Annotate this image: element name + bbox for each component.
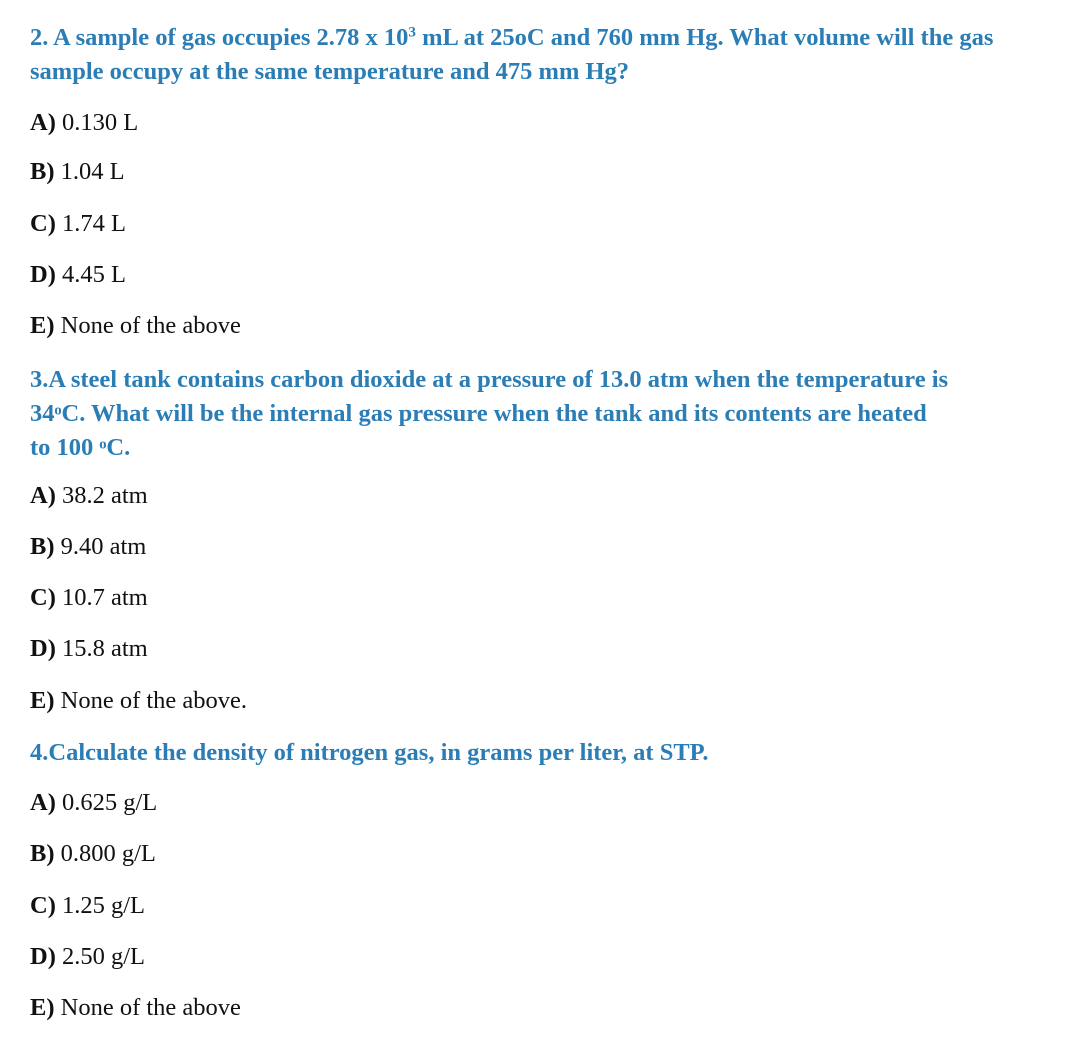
option-c <box>30 891 145 921</box>
option-letter: A) <box>30 109 56 136</box>
cropped-top-marks <box>0 0 1080 6</box>
question-3-line-2: 34ᵒC. What will be the internal gas pressure when the tank and its contents are heated <box>30 400 927 427</box>
option-text: None of the above <box>60 312 241 339</box>
option-text: 4.45 L <box>61 261 126 288</box>
option-text: 2.50 g/L <box>61 943 146 970</box>
option-letter: B) <box>30 533 55 560</box>
option-text: 0.800 g/L <box>60 840 156 867</box>
option-a <box>30 481 148 511</box>
option-letter: E) <box>30 687 55 714</box>
option-e <box>30 311 241 341</box>
superscript-exponent: 3 <box>408 23 416 41</box>
option-text: 1.25 g/L <box>61 892 146 919</box>
option-text: 15.8 atm <box>61 635 148 662</box>
option-d <box>30 942 145 972</box>
option-b <box>30 839 156 869</box>
option-text: 38.2 atm <box>61 482 148 509</box>
option-letter: E) <box>30 312 55 339</box>
option-c <box>30 209 126 239</box>
option-letter: C) <box>30 210 56 237</box>
question-3-line-3: to 100 ᵒC. <box>30 434 131 461</box>
option-text: None of the above. <box>60 687 248 714</box>
option-b <box>30 532 146 562</box>
option-letter: A) <box>30 482 56 509</box>
option-text: 1.04 L <box>60 158 125 185</box>
option-a <box>30 108 138 138</box>
question-3-line-1: 3.A steel tank contains carbon dioxide at a pressure of 13.0 atm when the temperature is <box>30 366 949 393</box>
option-text: 0.625 g/L <box>61 789 158 816</box>
option-letter: C) <box>30 892 56 919</box>
option-d <box>30 260 126 290</box>
option-text: 10.7 atm <box>61 584 148 611</box>
option-text: 9.40 atm <box>60 533 147 560</box>
question-3-text <box>30 363 1060 465</box>
question-2-text: 2. A sample of gas occupies 2.78 x $10^3$ mL at 25oC and 760 mm Hg. What volume will the gas sample occupy at the same temperature and 475 mm Hg? <box>30 23 994 85</box>
option-e <box>30 686 247 716</box>
option-letter: A) <box>30 789 56 816</box>
option-letter: E) <box>30 994 55 1021</box>
option-letter: C) <box>30 584 56 611</box>
option-e <box>30 993 241 1023</box>
option-d <box>30 634 148 664</box>
option-letter: B) <box>30 158 55 185</box>
question-4-text: 4.Calculate the density of nitrogen gas, in grams per liter, at STP. <box>30 739 709 766</box>
option-letter: B) <box>30 840 55 867</box>
option-letter: D) <box>30 635 56 662</box>
option-text: None of the above <box>60 994 241 1021</box>
option-text: 0.130 L <box>61 109 139 136</box>
option-c <box>30 583 148 613</box>
option-text: 1.74 L <box>61 210 126 237</box>
option-letter: D) <box>30 261 56 288</box>
option-letter: D) <box>30 943 56 970</box>
option-b <box>30 157 125 187</box>
option-a <box>30 788 157 818</box>
